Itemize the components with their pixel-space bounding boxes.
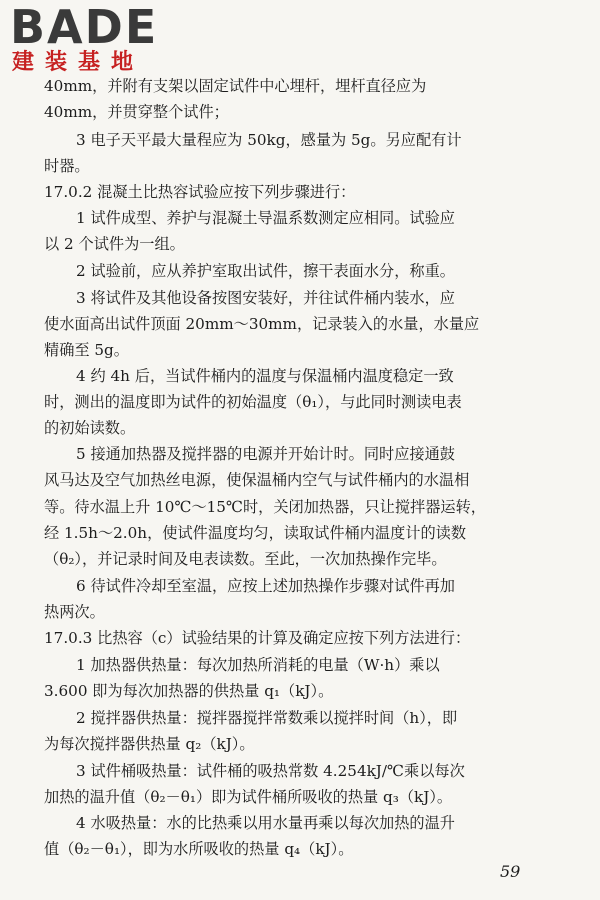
text-line: 加热的温升值（θ₂－θ₁）即为试件桶所吸收的热量 q₃（kJ）。 [44, 788, 453, 806]
section-heading: 17.0.2 混凝土比热容试验应按下列步骤进行： [44, 183, 356, 201]
text-line: 3 将试件及其他设备按图安装好，并往试件桶内装水，应 [76, 289, 455, 307]
logo-brand-text: BADE [10, 0, 159, 54]
text-line: 经 1.5h～2.0h，使试件温度均匀，读取试件桶内温度计的读数 [44, 524, 467, 542]
text-line: 2 试验前，应从养护室取出试件，擦干表面水分，称重。 [76, 262, 455, 280]
text-line: 的初始读数。 [44, 419, 136, 437]
text-line: 40mm，并附有支架以固定试件中心埋杆，埋杆直径应为 [44, 77, 427, 95]
text-line: 以 2 个试件为一组。 [44, 235, 185, 253]
brand-logo [10, 0, 159, 76]
text-line: 为每次搅拌器供热量 q₂（kJ）。 [44, 735, 255, 753]
text-line: 时，测出的温度即为试件的初始温度（θ₁），与此同时测读电表 [44, 393, 462, 411]
page-number: 59 [500, 862, 521, 881]
text-line: 6 待试件冷却至室温，应按上述加热操作步骤对试件再加 [76, 577, 455, 595]
text-line: 4 约 4h 后，当试件桶内的温度与保温桶内温度稳定一致 [76, 367, 454, 385]
text-line: 3 试件桶吸热量：试件桶的吸热常数 4.254kJ/℃乘以每次 [76, 762, 465, 780]
text-line: （θ₂），并记录时间及电表读数。至此，一次加热操作完毕。 [44, 550, 447, 568]
text-line: 40mm，并贯穿整个试件； [44, 103, 229, 121]
text-line: 风马达及空气加热丝电源，使保温桶内空气与试件桶内的水温相 [44, 471, 470, 489]
text-line: 热两次。 [44, 603, 105, 621]
text-line: 3 电子天平最大量程应为 50kg，感量为 5g。另应配有计 [76, 131, 462, 149]
text-line: 4 水吸热量：水的比热乘以用水量再乘以每次加热的温升 [76, 814, 455, 832]
text-line: 等。待水温上升 10℃～15℃时，关闭加热器，只让搅拌器运转， [44, 498, 486, 516]
text-line: 使水面高出试件顶面 20mm～30mm，记录装入的水量，水量应 [44, 315, 480, 333]
text-line: 1 试件成型、养护与混凝土导温系数测定应相同。试验应 [76, 209, 455, 227]
text-line: 5 接通加热器及搅拌器的电源并开始计时。同时应接通鼓 [76, 445, 455, 463]
text-line: 时器。 [44, 157, 90, 175]
text-line: 1 加热器供热量：每次加热所消耗的电量（W·h）乘以 [76, 656, 440, 674]
text-line: 值（θ₂－θ₁），即为水所吸收的热量 q₄（kJ）。 [44, 840, 354, 858]
section-heading: 17.0.3 比热容（c）试验结果的计算及确定应按下列方法进行： [44, 629, 471, 647]
logo-subtitle: 建装基地 [12, 50, 145, 75]
text-line: 精确至 5g。 [44, 341, 129, 359]
text-line: 2 搅拌器供热量：搅拌器搅拌常数乘以搅拌时间（h），即 [76, 709, 458, 727]
text-line: 3.600 即为每次加热器的供热量 q₁（kJ）。 [44, 682, 334, 700]
